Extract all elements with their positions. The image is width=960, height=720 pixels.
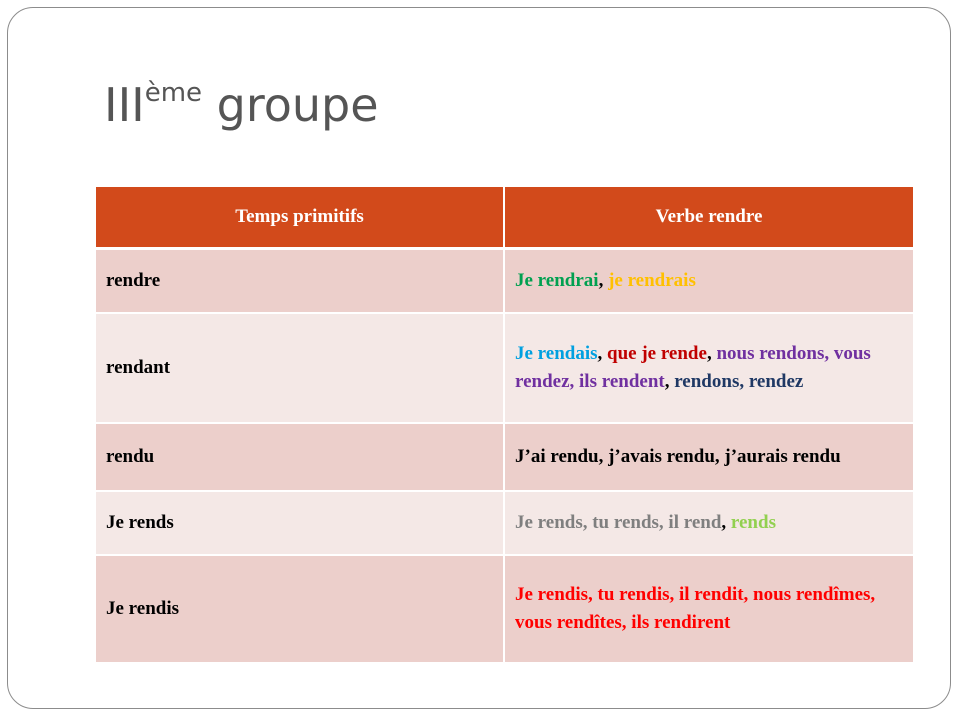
primitif-cell: rendu — [96, 423, 504, 491]
forms-cell — [504, 249, 913, 314]
table-row — [96, 555, 913, 663]
primitif-cell: Je rends — [96, 491, 504, 555]
form-segment: , — [706, 343, 717, 364]
form-segment: , — [597, 343, 608, 364]
header-verbe-rendre: Verbe rendre — [504, 187, 913, 249]
title-roman-numeral: III — [104, 78, 145, 132]
form-segment: que je rende — [607, 343, 707, 364]
title-superscript: ème — [144, 78, 203, 108]
form-segment: , — [664, 371, 675, 392]
table-row — [96, 491, 913, 555]
primitif-cell: rendre — [96, 249, 504, 314]
form-segment: Je rendis, tu rendis, il rendit, nous rendîmes, vous rendîtes, ils rendirent — [515, 584, 876, 633]
slide-title — [104, 80, 379, 131]
form-segment: nous rendons, vous rendez, ils rendent — [515, 343, 871, 392]
form-segment: , — [721, 512, 731, 533]
table-row — [96, 313, 913, 423]
conjugation-table — [96, 187, 913, 664]
primitif-cell: rendant — [96, 313, 504, 423]
table-row — [96, 249, 913, 314]
form-segment: J’ai rendu, j’avais rendu, j’aurais rendu — [515, 446, 841, 467]
form-segment: rendons, rendez — [674, 371, 804, 392]
header-temps-primitifs: Temps primitifs — [96, 187, 504, 249]
forms-cell — [504, 423, 913, 491]
form-segment: Je rends, tu rends, il rend — [515, 512, 722, 533]
form-segment: , — [598, 270, 609, 291]
title-word: groupe — [216, 78, 379, 132]
table-row — [96, 423, 913, 491]
forms-cell — [504, 313, 913, 423]
form-segment: Je rendrai — [515, 270, 599, 291]
primitif-cell: Je rendis — [96, 555, 504, 663]
forms-cell — [504, 491, 913, 555]
form-segment: rends — [730, 512, 776, 533]
forms-cell — [504, 555, 913, 663]
form-segment: Je rendais — [515, 343, 598, 364]
form-segment: je rendrais — [608, 270, 696, 291]
table-header-row — [96, 187, 913, 249]
